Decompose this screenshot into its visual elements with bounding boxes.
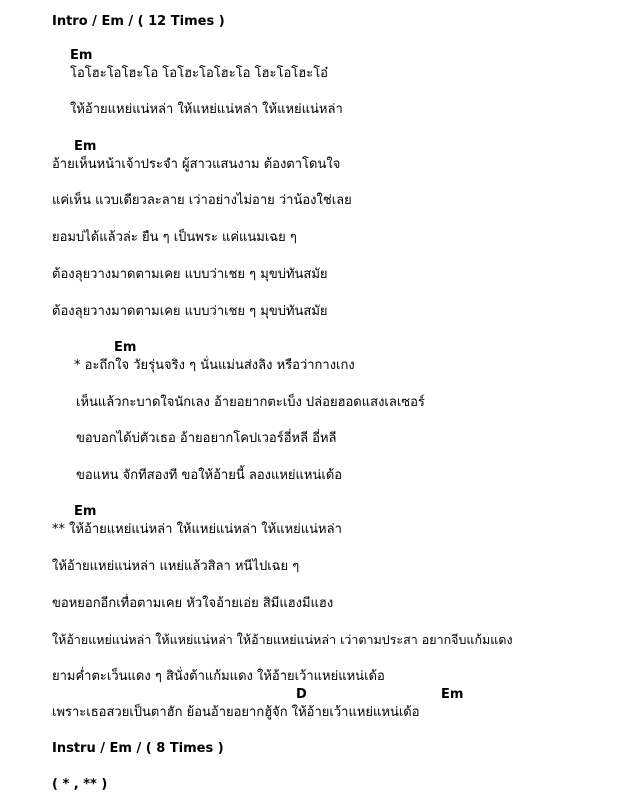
chord-em: Em bbox=[74, 139, 97, 154]
lyric-line: ให้อ้ายแหย่แน่หล่า ให้แหย่แน่หล่า ให้แหย่แน่หล่า bbox=[70, 102, 343, 117]
lyric-line: อ้ายเห็นหน้าเจ้าประจำ ผู้สาวแสนงาม ต้องตาโดนใจ bbox=[52, 157, 341, 172]
lyric-line: ต้องลุยวางมาดตามเคย แบบว่าเชย ๆ มุขบ่ทันสมัย bbox=[52, 304, 328, 319]
chord-em: Em bbox=[114, 340, 137, 355]
chord-em: Em bbox=[74, 504, 97, 519]
lyric-line: โอโฮะโอโฮะโอ โอโฮะโอโฮะโอ โฮะโอโฮะโอ๋ bbox=[70, 66, 328, 81]
lyric-line: ต้องลุยวางมาดตามเคย แบบว่าเชย ๆ มุขบ่ทันสมัย bbox=[52, 267, 328, 282]
lyric-line: แค่เห็น แวบเดียวละลาย เว่าอย่างไม่อาย ว่าน้องใช่เลย bbox=[52, 193, 352, 208]
lyric-line: ขอบอกได้บ่ตัวเธอ อ้ายอยากโคปเวอร์อี่หลี อี่หลี bbox=[76, 431, 337, 446]
chord-d: D bbox=[296, 687, 307, 702]
lyric-line: ยอมบ่ได้แล้วล่ะ ยืน ๆ เป็นพระ แค่แนมเฉย ๆ bbox=[52, 230, 297, 245]
lyric-line: ขอแหน จักทีสองที ขอให้อ้ายนี้ ลองแหย่แหน่เด้อ bbox=[76, 468, 343, 483]
lyric-line: ให้อ้ายแหย่แน่หล่า ให้แหย่แน่หล่า ให้อ้ายแหย่แน่หล่า เว่าตามประสา อยากจีบแก้มแดง bbox=[52, 632, 513, 647]
lyric-line: ให้อ้ายแหย่แน่หล่า แหย่แล้วสิลา หนีไปเฉย ๆ bbox=[52, 559, 300, 574]
intro-line: Intro / Em / ( 12 Times ) bbox=[52, 14, 225, 29]
lyric-line: ยามค่ำตะเว็นแดง ๆ สินั่งต้าแก้มแดง ให้อ้ายเว้าแหย่แหน่เด้อ bbox=[52, 669, 385, 684]
lyric-line: ขอหยอกอีกเทื่อตามเคย หัวใจอ้ายเอ่ย สิมีแฮงมีแฮง bbox=[52, 596, 334, 611]
instru-line: Instru / Em / ( 8 Times ) bbox=[52, 741, 224, 756]
lyric-line: ** ให้อ้ายแหย่แน่หล่า ให้แหย่แน่หล่า ให้แหย่แน่หล่า bbox=[52, 522, 342, 537]
chord-em: Em bbox=[441, 687, 464, 702]
chord-em: Em bbox=[70, 48, 93, 63]
lyric-line: เพราะเธอสวยเป็นตาฮัก ย้อนอ้ายอยากฮู้จัก ให้อ้ายเว้าแหย่แหน่เด้อ bbox=[52, 705, 420, 720]
lyric-line: * อะถึกใจ วัยรุ่นจริง ๆ นั่นแม่นส่งลิง หรือว่ากางเกง bbox=[74, 358, 355, 373]
outro-line: ( * , ** ) bbox=[52, 777, 108, 792]
lyric-line: เห็นแล้วกะบาดใจนักเลง อ้ายอยากตะเบ็ง ปล่อยฮอดแสงเลเซอร์ bbox=[76, 395, 425, 410]
